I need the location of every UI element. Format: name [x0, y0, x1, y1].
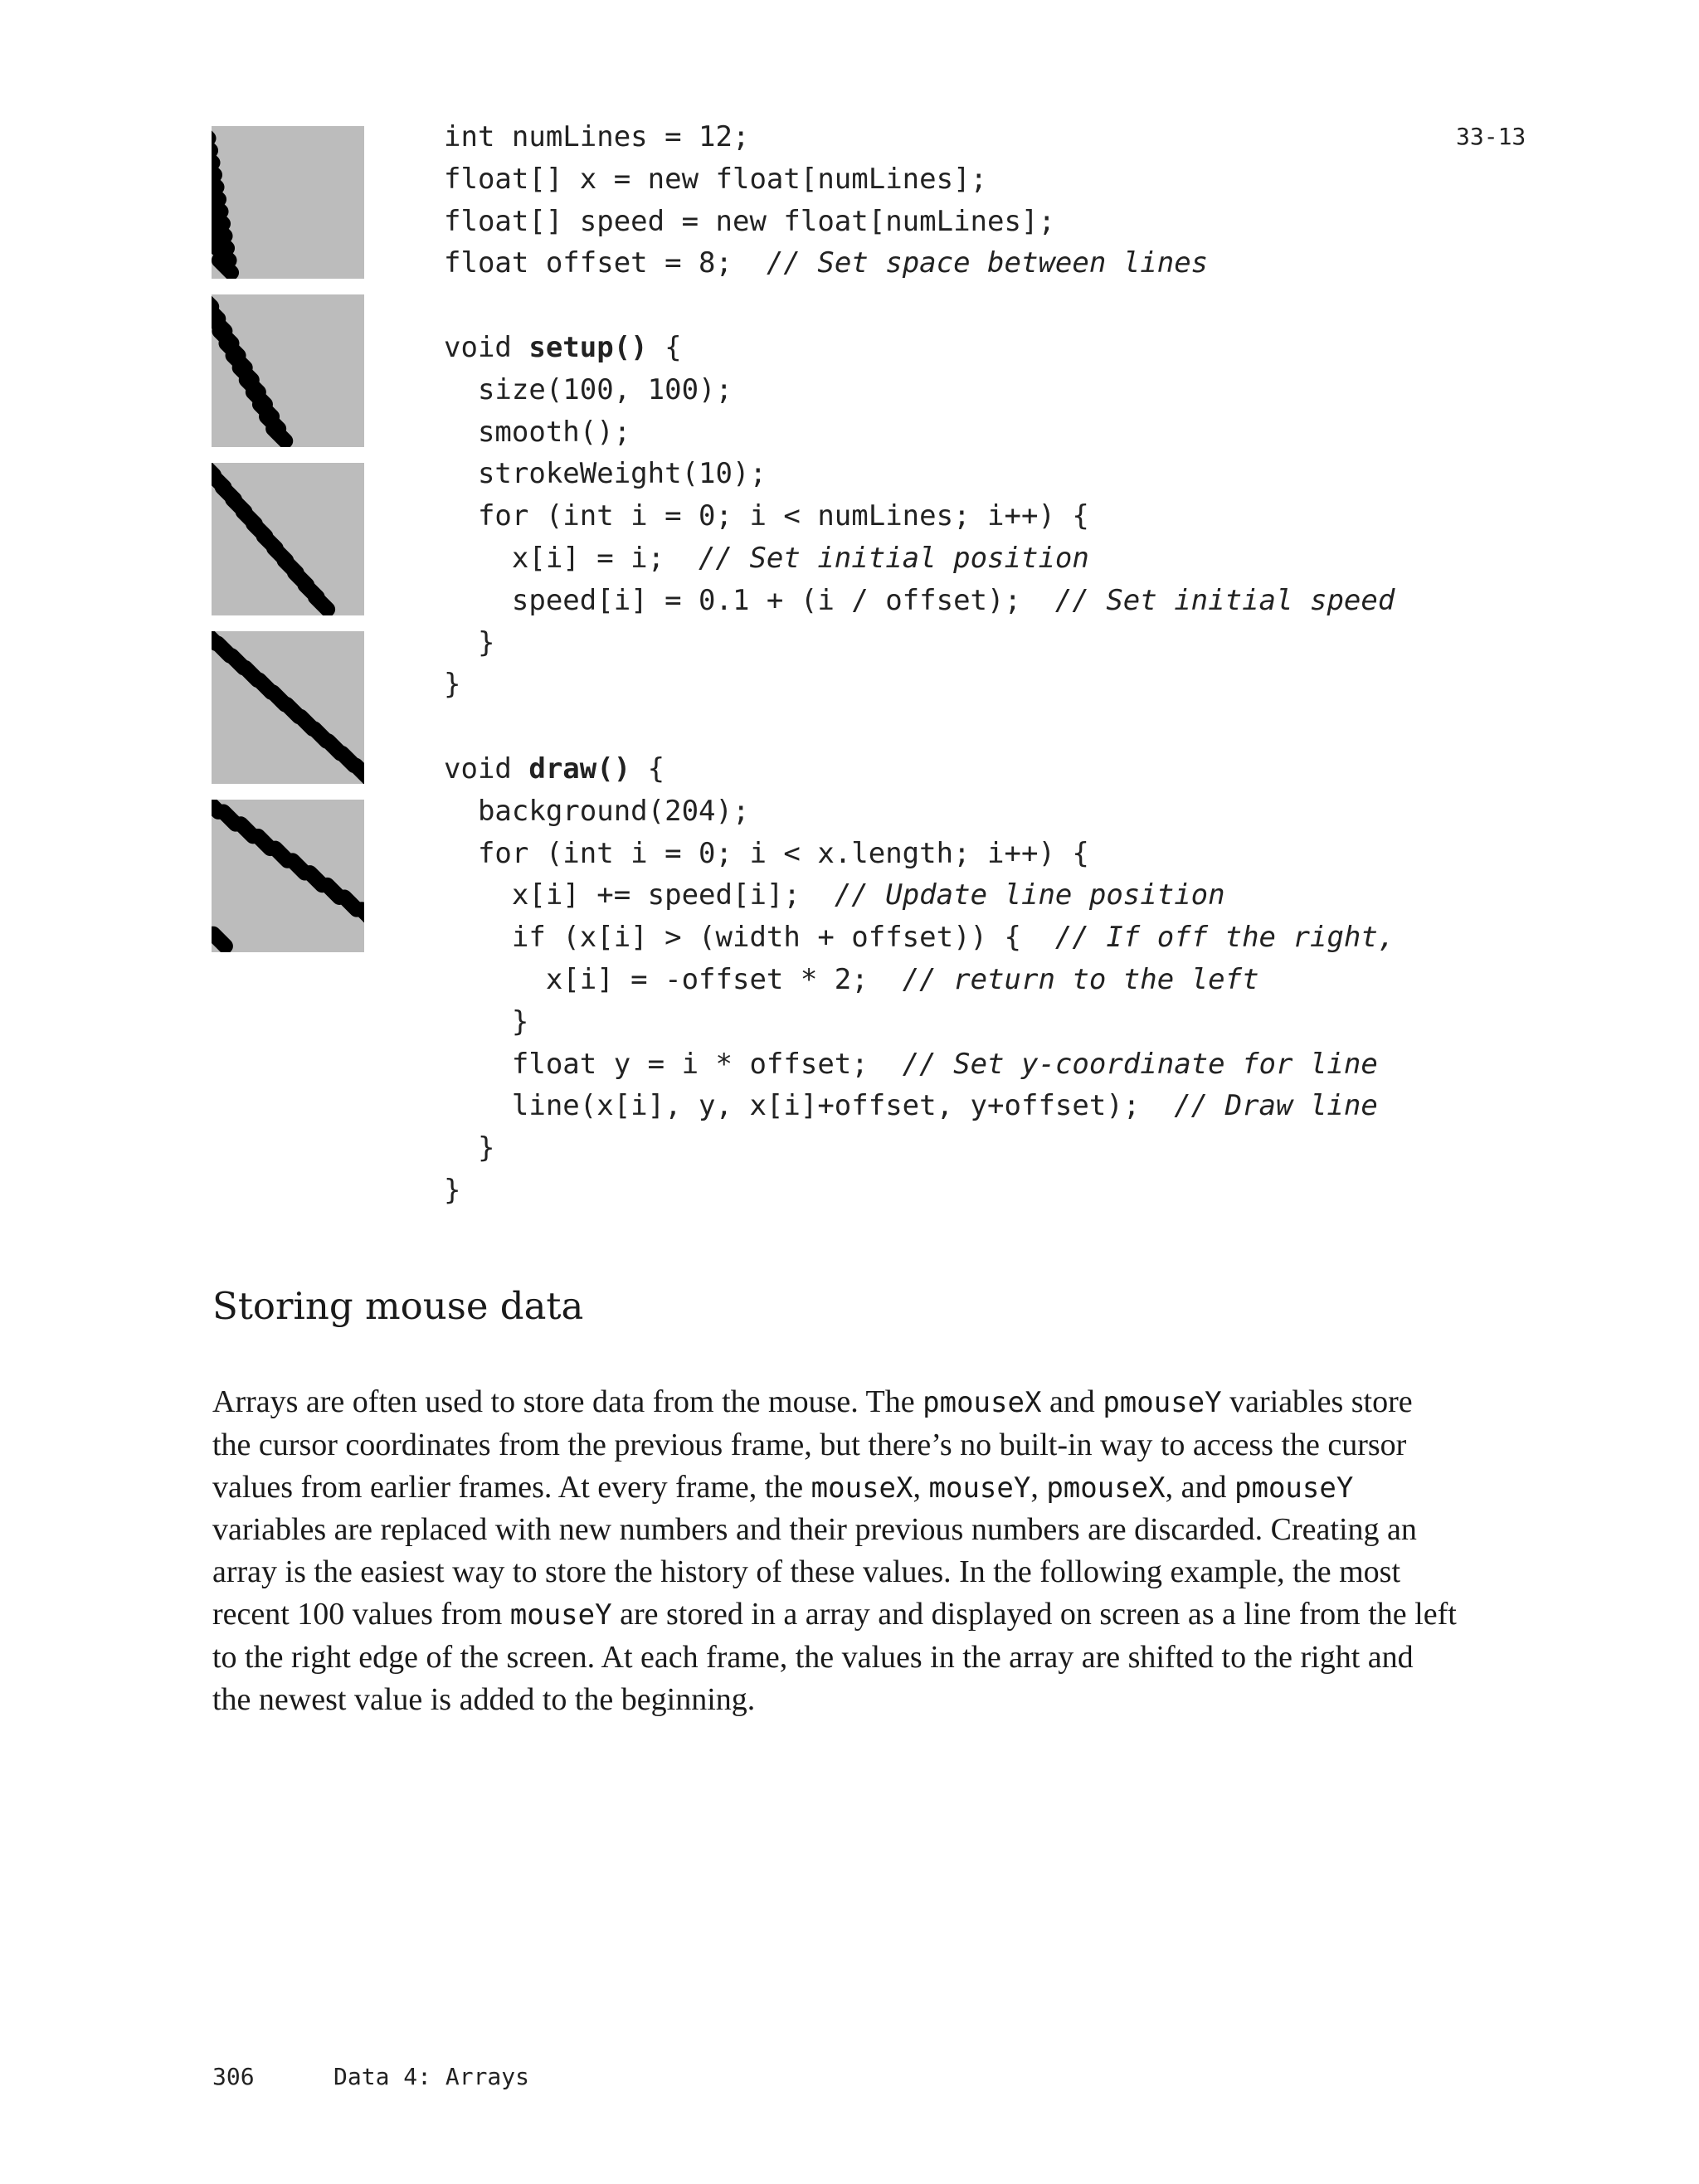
code-line — [444, 1001, 1395, 1043]
code-line — [444, 874, 1395, 917]
code-line — [444, 285, 1395, 327]
code-text: for (int i = 0; i < x.length; i++) { — [444, 836, 1089, 870]
code-line — [444, 664, 1395, 706]
section-title: Storing mouse data — [212, 1284, 584, 1328]
code-line — [444, 242, 1395, 285]
code-text: } — [444, 625, 495, 659]
code-text: strokeWeight(10); — [444, 457, 767, 491]
code-line — [444, 495, 1395, 537]
code-comment: // Set initial position — [699, 541, 1089, 575]
code-text: background(204); — [444, 794, 750, 828]
inline-code: pmouseX — [923, 1386, 1042, 1419]
code-function-name: setup() — [528, 330, 648, 364]
paragraph-text: variables are replaced with new numbers and their previous numbers are discarded. Creating an array is the easiest way to store the history of these values. In the following example, the most recent 100 values from — [212, 1512, 1417, 1632]
paragraph-text: Arrays are often used to store data from the mouse. The — [212, 1384, 923, 1419]
code-line — [444, 622, 1395, 664]
inline-code: pmouseY — [1103, 1386, 1222, 1419]
code-text: if (x[i] > (width + offset)) { — [444, 921, 1055, 955]
code-line — [444, 453, 1395, 495]
code-line — [444, 833, 1395, 875]
page-reference: 33-13 — [1456, 123, 1526, 150]
code-text: { — [647, 330, 682, 364]
paragraph-text: , — [913, 1469, 929, 1505]
code-comment: // Set initial speed — [1054, 583, 1395, 617]
code-line — [444, 1043, 1395, 1086]
paragraph-text: variables store the cursor coordinates from the previous frame, but there’s no built-in way to access the cursor values from earlier frames. At every frame, the — [212, 1384, 1413, 1505]
code-text: int numLines = 12; — [444, 120, 750, 153]
code-comment: // Update line position — [834, 878, 1225, 912]
diagonal-lines-frame-2-icon — [212, 294, 364, 447]
code-line — [444, 201, 1395, 243]
code-text: smooth(); — [444, 415, 631, 449]
body-paragraph — [212, 1381, 1457, 1720]
inline-code: pmouseX — [1046, 1471, 1166, 1505]
code-text: x[i] = i; — [444, 541, 699, 575]
code-text: speed[i] = 0.1 + (i / offset); — [444, 583, 1055, 617]
code-line — [444, 537, 1395, 580]
line-segment — [362, 909, 364, 922]
diagonal-lines-frame-1-icon — [212, 126, 364, 279]
diagonal-lines-frame-4-icon — [212, 631, 364, 784]
paragraph-text: , and — [1165, 1469, 1234, 1505]
figure-stack — [212, 126, 364, 968]
diagonal-lines-frame-3-icon — [212, 463, 364, 615]
code-comment: // Draw line — [1174, 1089, 1378, 1123]
code-line — [444, 580, 1395, 622]
code-text: float y = i * offset; — [444, 1047, 903, 1081]
code-text: float offset = 8; — [444, 246, 767, 280]
code-comment: // Set space between lines — [766, 246, 1209, 280]
code-line — [444, 748, 1395, 790]
code-text: x[i] = -offset * 2; — [444, 962, 903, 996]
code-text: } — [444, 1004, 529, 1038]
paragraph-text: and — [1041, 1384, 1103, 1419]
line-segment — [356, 766, 364, 778]
code-line — [444, 158, 1395, 201]
code-text: void — [444, 330, 529, 364]
code-text: float[] x = new float[numLines]; — [444, 162, 988, 196]
code-text: void — [444, 752, 529, 786]
code-line — [444, 917, 1395, 959]
inline-code: mouseY — [509, 1598, 612, 1632]
inline-code: mouseY — [928, 1471, 1031, 1505]
paragraph-text: , — [1030, 1469, 1047, 1505]
code-line — [444, 1085, 1395, 1127]
line-segment — [315, 597, 328, 610]
page-number: 306 — [212, 2063, 255, 2090]
code-text: size(100, 100); — [444, 372, 733, 406]
footer-chapter-title: Data 4: Arrays — [333, 2063, 530, 2090]
code-line — [444, 790, 1395, 833]
code-text: } — [444, 1173, 461, 1207]
code-text: float[] speed = new float[numLines]; — [444, 204, 1055, 238]
inline-code: pmouseY — [1234, 1471, 1354, 1505]
line-segment — [273, 429, 285, 441]
line-segment — [219, 260, 231, 273]
code-function-name: draw() — [528, 752, 631, 786]
paragraph-text: are stored in a array and displayed on screen as a line from the left to the right edge of the screen. At each frame, the values in the array are shifted to the right and the newest value is added to the beginning. — [212, 1596, 1457, 1717]
code-line — [444, 1127, 1395, 1170]
code-listing — [444, 116, 1395, 1212]
code-line — [444, 369, 1395, 411]
code-line — [444, 327, 1395, 369]
line-segment — [213, 934, 226, 946]
code-comment: // If off the right, — [1054, 921, 1395, 955]
code-text: } — [444, 1131, 495, 1165]
code-text: for (int i = 0; i < numLines; i++) { — [444, 499, 1089, 533]
code-comment: // Set y-coordinate for line — [902, 1047, 1378, 1081]
code-comment: // return to the left — [902, 962, 1259, 996]
code-text: x[i] += speed[i]; — [444, 878, 835, 912]
code-line — [444, 959, 1395, 1001]
code-line — [444, 411, 1395, 454]
diagonal-lines-frame-5-icon — [212, 800, 364, 952]
code-text: } — [444, 668, 461, 702]
code-text: line(x[i], y, x[i]+offset, y+offset); — [444, 1089, 1175, 1123]
code-line — [444, 1170, 1395, 1212]
code-line — [444, 706, 1395, 748]
code-line — [444, 116, 1395, 158]
code-text: { — [630, 752, 665, 786]
inline-code: mouseX — [811, 1471, 913, 1505]
